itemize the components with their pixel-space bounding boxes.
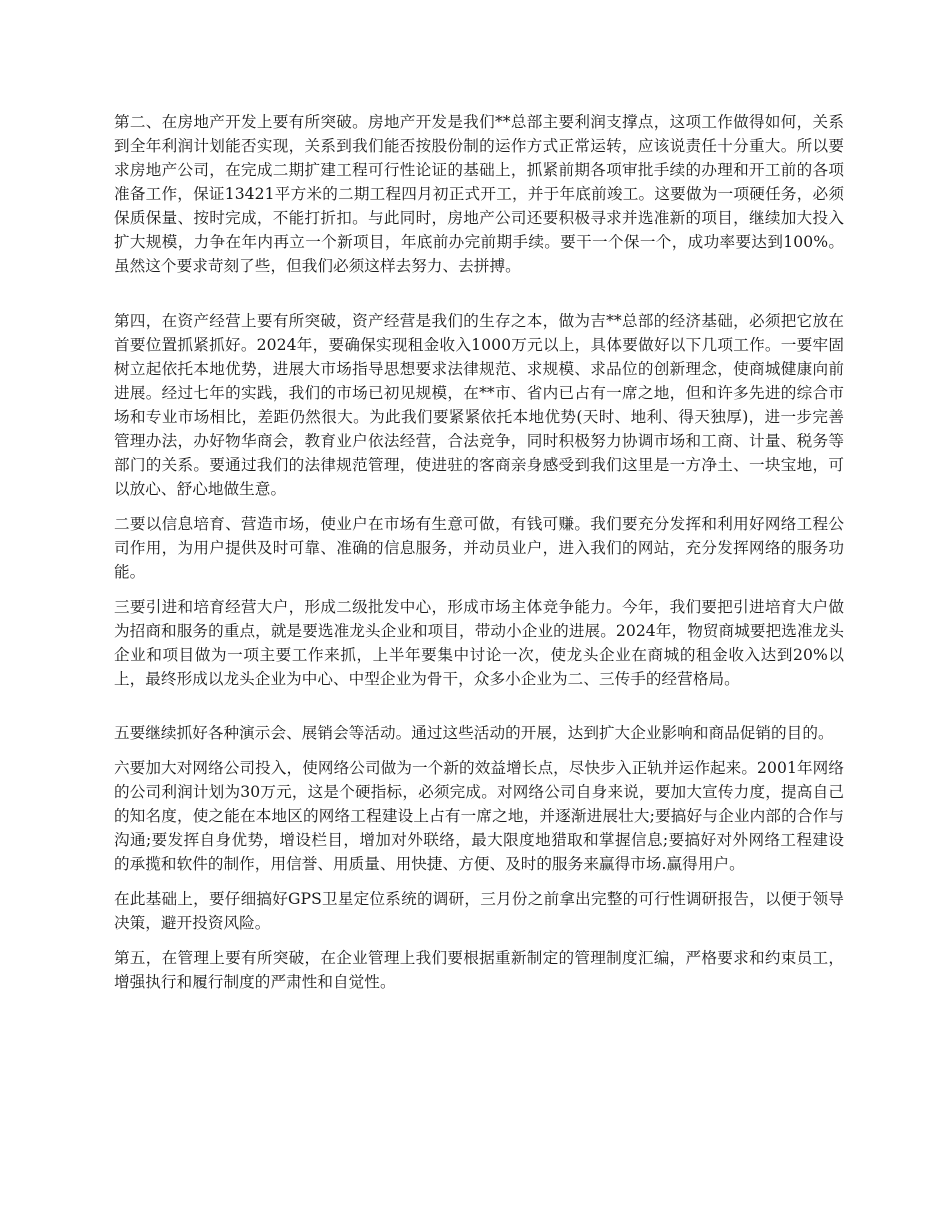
- document-body: [114, 110, 844, 1005]
- paragraph-management: 第五，在管理上要有所突破，在企业管理上我们要根据重新制定的管理制度汇编，严格要求和约束员工，增强执行和履行制度的严肃性和自觉性。: [114, 949, 844, 991]
- paragraph-exhibitions: 五要继续抓好各种演示会、展销会等活动。通过这些活动的开展，达到扩大企业影响和商品促销的目的。: [114, 724, 834, 742]
- paragraph-major-merchants: 三要引进和培育经营大户，形成二级批发中心，形成市场主体竞争能力。今年，我们要把引进培育大户做为招商和服务的重点，就是要选准龙头企业和项目，带动小企业的进展。2024年，物贸商城要把选准龙头企业和项目做为一项主要工作来抓，上半年要集中讨论一次，使龙头企业在商城的租金收入达到20%以上，最终形成以龙头企业为中心、中型企业为骨干，众多小企业为二、三传手的经营格局。: [114, 598, 844, 688]
- paragraph-network-company: 六要加大对网络公司投入，使网络公司做为一个新的效益增长点，尽快步入正轨并运作起来。2001年网络的公司利润计划为30万元，这是个硬指标，必须完成。对网络公司自身来说，要加大宣传力度，提高自己的知名度，使之能在本地区的网络工程建设上占有一席之地，并逐渐进展壮大;要搞好与企业内部的合作与沟通;要发挥自身优势，增设栏目，增加对外联络，最大限度地猎取和掌握信息;要搞好对外网络工程建设的承揽和软件的制作，用信誉、用质量、用快捷、方便、及时的服务来赢得市场.赢得用户。: [114, 759, 844, 873]
- paragraph-real-estate: 第二、在房地产开发上要有所突破。房地产开发是我们**总部主要利润支撑点，这项工作做得如何，关系到全年利润计划能否实现，关系到我们能否按股份制的运作方式正常运转，应该说责任十分重大。所以要求房地产公司，在完成二期扩建工程可行性论证的基础上，抓紧前期各项审批手续的办理和开工前的各项准备工作，保证13421平方米的二期工程四月初正式开工，并于年底前竣工。这要做为一项硬任务，必须保质保量、按时完成，不能打折扣。与此同时，房地产公司还要积极寻求并选准新的项目，继续加大投入扩大规模，力争在年内再立一个新项目，年底前办完前期手续。要干一个保一个，成功率要达到100%。虽然这个要求苛刻了些，但我们必须这样去努力、去拼搏。: [114, 113, 844, 275]
- paragraph-information-market: 二要以信息培育、营造市场，使业户在市场有生意可做，有钱可赚。我们要充分发挥和利用好网络工程公司作用，为用户提供及时可靠、准确的信息服务，并动员业户，进入我们的网站，充分发挥网络的服务功能。: [114, 515, 844, 581]
- paragraph-asset-management: 第四，在资产经营上要有所突破，资产经营是我们的生存之本，做为吉**总部的经济基础，必须把它放在首要位置抓紧抓好。2024年，要确保实现租金收入1000万元以上，具体要做好以下几项工作。一要牢固树立起依托本地优势，进展大市场指导思想要求法律规范、求规模、求品位的创新理念，使商城健康向前进展。经过七年的实践，我们的市场已初见规模，在**市、省内已占有一席之地，但和许多先进的综合市场和专业市场相比，差距仍然很大。为此我们要紧紧依托本地优势(天时、地利、得天独厚)，进一步完善管理办法，办好物华商会，教育业户依法经营，合法竞争，同时积极努力协调市场和工商、计量、税务等部门的关系。要通过我们的法律规范管理，使进驻的客商亲身感受到我们这里是一方净土、一块宝地，可以放心、舒心地做生意。: [114, 312, 844, 498]
- paragraph-gps-research: 在此基础上，要仔细搞好GPS卫星定位系统的调研，三月份之前拿出完整的可行性调研报告，以便于领导决策，避开投资风险。: [114, 890, 844, 932]
